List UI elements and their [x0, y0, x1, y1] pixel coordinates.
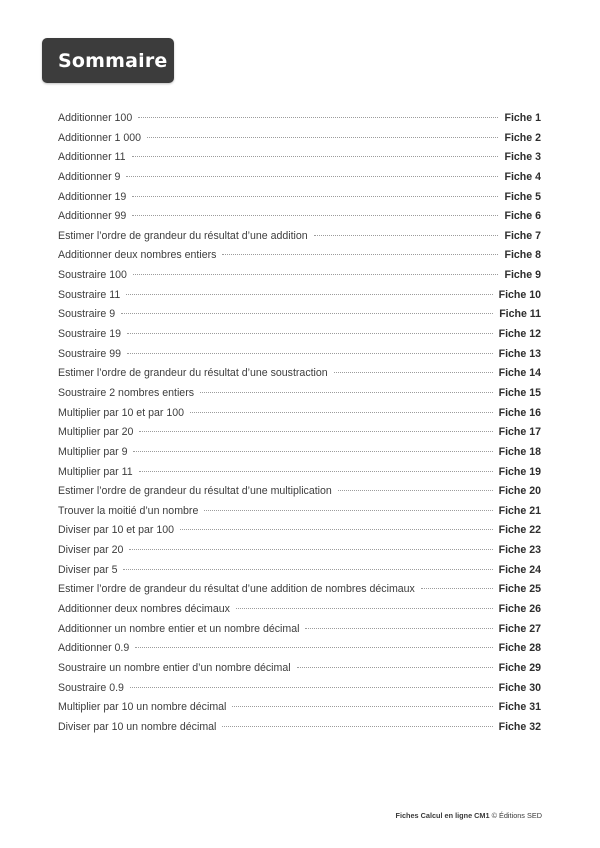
dot-leader — [204, 510, 492, 511]
toc-label: Additionner deux nombres décimaux — [58, 603, 230, 616]
toc-row[interactable] — [58, 266, 541, 286]
dot-leader — [305, 628, 492, 629]
toc-label: Soustraire 99 — [58, 347, 122, 360]
toc-label: Diviser par 10 et par 100 — [58, 524, 175, 537]
dot-leader — [200, 392, 493, 393]
dot-leader — [297, 667, 493, 668]
dot-leader — [129, 549, 492, 550]
toc-row[interactable] — [58, 463, 541, 483]
dot-leader — [132, 156, 499, 157]
toc-row[interactable] — [58, 698, 541, 718]
dot-leader — [123, 569, 492, 570]
toc-label: Estimer l’ordre de grandeur du résultat d’une addition — [58, 229, 308, 242]
toc-label: Additionner 19 — [58, 190, 127, 203]
dot-leader — [127, 353, 493, 354]
toc-row[interactable] — [58, 600, 541, 620]
dot-leader — [139, 471, 493, 472]
dot-leader — [133, 451, 492, 452]
toc-label: Additionner 1 000 — [58, 131, 142, 144]
toc-ref: Fiche 17 — [498, 426, 541, 439]
toc-ref: Fiche 32 — [498, 720, 541, 733]
toc-ref: Fiche 25 — [498, 583, 541, 596]
dot-leader — [147, 137, 498, 138]
dot-leader — [236, 608, 493, 609]
page-footer — [395, 811, 542, 820]
toc-row[interactable] — [58, 679, 541, 699]
toc-row[interactable] — [58, 620, 541, 640]
toc-label: Soustraire 0.9 — [58, 681, 124, 694]
toc-label: Multiplier par 10 et par 100 — [58, 406, 185, 419]
dot-leader — [421, 588, 493, 589]
dot-leader — [127, 333, 493, 334]
toc-label: Additionner 9 — [58, 170, 121, 183]
toc-ref: Fiche 21 — [498, 504, 541, 517]
toc-row[interactable] — [58, 129, 541, 149]
toc-ref: Fiche 1 — [504, 112, 541, 124]
toc-row[interactable] — [58, 246, 541, 266]
toc-ref: Fiche 10 — [498, 288, 541, 301]
dot-leader — [139, 431, 492, 432]
dot-leader — [334, 372, 493, 373]
toc-row[interactable] — [58, 384, 541, 404]
toc-ref: Fiche 6 — [504, 210, 541, 223]
toc-row[interactable] — [58, 207, 541, 227]
toc-row[interactable] — [58, 109, 541, 129]
toc-ref: Fiche 16 — [498, 406, 541, 419]
toc-ref: Fiche 22 — [498, 524, 541, 537]
dot-leader — [130, 687, 493, 688]
toc-row[interactable] — [58, 502, 541, 522]
toc-label: Estimer l’ordre de grandeur du résultat d’une addition de nombres décimaux — [58, 583, 415, 596]
dot-leader — [314, 235, 499, 236]
toc-ref: Fiche 14 — [498, 367, 541, 380]
title-badge — [42, 38, 174, 83]
toc-row[interactable] — [58, 541, 541, 561]
toc-row[interactable] — [58, 423, 541, 443]
toc-row[interactable] — [58, 580, 541, 600]
toc-label: Diviser par 5 — [58, 563, 118, 576]
toc-row[interactable] — [58, 443, 541, 463]
dot-leader — [132, 215, 498, 216]
toc-label: Multiplier par 20 — [58, 426, 134, 439]
dot-leader — [222, 726, 492, 727]
toc-ref: Fiche 31 — [498, 701, 541, 714]
toc-ref: Fiche 4 — [504, 170, 541, 183]
toc-ref: Fiche 26 — [498, 603, 541, 616]
toc-row[interactable] — [58, 364, 541, 384]
toc-ref: Fiche 30 — [498, 681, 541, 694]
dot-leader — [135, 647, 492, 648]
toc-label: Soustraire 11 — [58, 288, 121, 301]
toc-label: Soustraire un nombre entier d’un nombre décimal — [58, 661, 291, 674]
toc-label: Soustraire 9 — [58, 308, 116, 321]
toc-label: Additionner 11 — [58, 151, 126, 164]
toc-row[interactable] — [58, 345, 541, 365]
toc-label: Soustraire 100 — [58, 269, 127, 282]
toc-ref: Fiche 7 — [504, 229, 541, 242]
toc-row[interactable] — [58, 168, 541, 188]
toc-ref: Fiche 15 — [498, 386, 541, 399]
toc-ref: Fiche 12 — [498, 328, 541, 341]
toc-ref: Fiche 9 — [504, 269, 541, 282]
toc-row[interactable] — [58, 325, 541, 345]
toc-ref: Fiche 18 — [498, 445, 541, 458]
toc-ref: Fiche 20 — [498, 485, 541, 498]
dot-leader — [338, 490, 493, 491]
toc-row[interactable] — [58, 659, 541, 679]
toc-row[interactable] — [58, 227, 541, 247]
toc-ref: Fiche 27 — [498, 622, 541, 635]
toc-label: Additionner 0.9 — [58, 642, 130, 655]
toc-ref: Fiche 28 — [498, 642, 541, 655]
toc-label: Soustraire 2 nombres entiers — [58, 386, 195, 399]
toc-label: Additionner un nombre entier et un nombre décimal — [58, 622, 300, 635]
toc-row[interactable] — [58, 639, 541, 659]
toc-label: Estimer l’ordre de grandeur du résultat d’une soustraction — [58, 367, 328, 380]
toc-ref: Fiche 2 — [504, 131, 541, 144]
toc-row[interactable] — [58, 305, 541, 325]
toc-label: Additionner 100 — [58, 112, 133, 124]
toc-ref: Fiche 13 — [498, 347, 541, 360]
toc-label: Multiplier par 10 un nombre décimal — [58, 701, 227, 714]
toc-ref: Fiche 23 — [498, 544, 541, 557]
toc-label: Multiplier par 11 — [58, 465, 133, 478]
toc-label: Estimer l’ordre de grandeur du résultat d’une multiplication — [58, 485, 332, 498]
dot-leader — [126, 176, 498, 177]
toc-ref: Fiche 5 — [504, 190, 541, 203]
dot-leader — [232, 706, 492, 707]
toc-row[interactable] — [58, 404, 541, 424]
page-title: Sommaire — [58, 49, 168, 72]
toc-label: Diviser par 10 un nombre décimal — [58, 720, 217, 733]
toc-ref: Fiche 19 — [498, 465, 541, 478]
toc-label: Trouver la moitié d’un nombre — [58, 504, 199, 517]
toc-ref: Fiche 3 — [504, 151, 541, 164]
toc-ref: Fiche 8 — [504, 249, 541, 262]
dot-leader — [132, 196, 498, 197]
toc-label: Soustraire 19 — [58, 328, 122, 341]
toc-label: Diviser par 20 — [58, 544, 124, 557]
dot-leader — [222, 254, 498, 255]
dot-leader — [180, 529, 493, 530]
dot-leader — [190, 412, 493, 413]
toc-ref: Fiche 24 — [498, 563, 541, 576]
toc-row[interactable] — [58, 482, 541, 502]
dot-leader — [126, 294, 492, 295]
toc-row[interactable] — [58, 521, 541, 541]
dot-leader — [133, 274, 499, 275]
dot-leader — [138, 117, 498, 118]
toc-ref: Fiche 29 — [498, 661, 541, 674]
toc-row[interactable] — [58, 718, 541, 738]
toc-row[interactable] — [58, 188, 541, 208]
toc-row[interactable] — [58, 286, 541, 306]
footer-copyright: © Éditions SED — [491, 811, 542, 820]
toc-ref: Fiche 11 — [499, 308, 541, 321]
toc-label: Additionner deux nombres entiers — [58, 249, 217, 262]
toc-label: Multiplier par 9 — [58, 445, 128, 458]
dot-leader — [121, 313, 493, 314]
toc-row[interactable] — [58, 148, 541, 168]
footer-product: Fiches Calcul en ligne CM1 — [395, 811, 490, 820]
toc-label: Additionner 99 — [58, 210, 127, 223]
table-of-contents — [58, 109, 541, 738]
toc-row[interactable] — [58, 561, 541, 581]
